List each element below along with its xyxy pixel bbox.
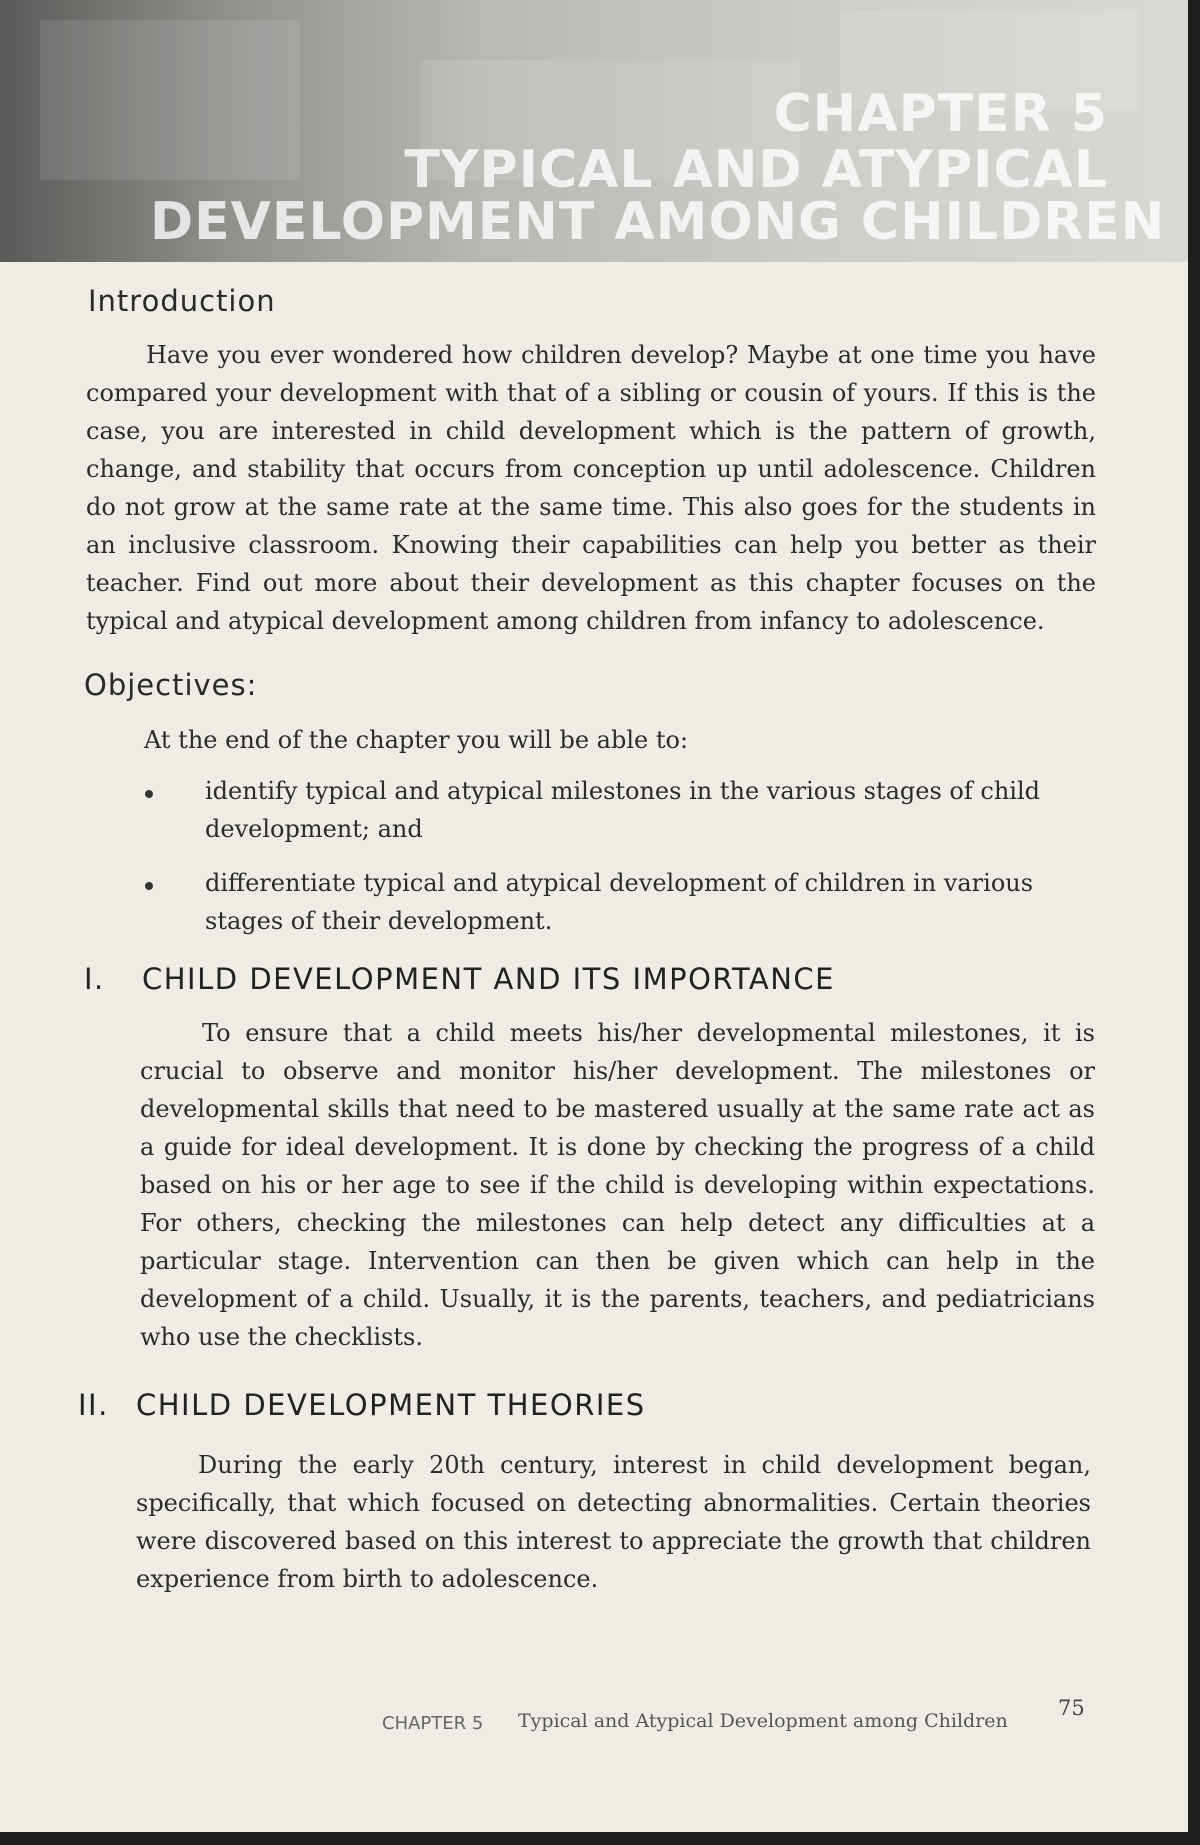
chapter-title-line-1: TYPICAL AND ATYPICAL [404,140,1108,200]
footer-chapter-label: CHAPTER 5 [382,1713,484,1734]
chapter-number-title: CHAPTER 5 [773,84,1108,144]
introduction-paragraph: Have you ever wondered how children develop? Maybe at one time you have compared your development with that of a sibling or cousin of yours. If this is the case, you are interested in child development which is the pattern of growth, change, and stability that occurs from conception up until adolescence. Children do not grow at the same rate at the same time. This also goes for the students in an inclusive classroom. Knowing their capabilities can help you better as their teacher. Find out more about their development as this chapter focuses on the typical and atypical development among children from infancy to adolescence. [86,341,1096,635]
section-number: II. [78,1388,109,1422]
section-heading-1 [84,962,835,996]
section-number: I. [84,962,105,996]
chapter-banner [0,0,1188,262]
section-title: CHILD DEVELOPMENT AND ITS IMPORTANCE [142,962,836,996]
section-paragraph-2: During the early 20th century, interest in child development began, specifically, that which focused on detecting abnormalities. Certain theories were discovered based on this interest to appreciate the growth that children experience from birth to adolescence. [136,1451,1091,1593]
objectives-intro: At the end of the chapter you will be able to: [144,726,689,754]
chapter-title-line-2: DEVELOPMENT AMONG CHILDREN [150,192,1166,252]
section-paragraph-1: To ensure that a child meets his/her developmental milestones, it is crucial to observe and monitor his/her development. The milestones or developmental skills that need to be mastered usually at the same rate act as a guide for ideal development. It is done by checking the progress of a child based on his or her age to see if the child is developing within expectations. For others, checking the milestones can help detect any difficulties at a particular stage. Intervention can then be given which can help in the development of a child. Usually, it is the parents, teachers, and pediatricians who use the checklists. [140,1019,1095,1351]
banner-decoration [40,20,300,180]
introduction-heading: Introduction [88,284,276,318]
objectives-heading: Objectives: [84,668,258,702]
section-title: CHILD DEVELOPMENT THEORIES [136,1388,646,1422]
objective-item: identify typical and atypical milestones in the various stages of child development; and [205,777,1040,843]
bullet-icon [145,882,153,890]
objective-item: differentiate typical and atypical development of children in various stages of their development. [205,869,1034,935]
bullet-icon [145,790,153,798]
page-number: 75 [1058,1696,1085,1720]
footer-chapter-title: Typical and Atypical Development among Children [518,1710,1008,1732]
section-heading-2 [78,1388,646,1422]
